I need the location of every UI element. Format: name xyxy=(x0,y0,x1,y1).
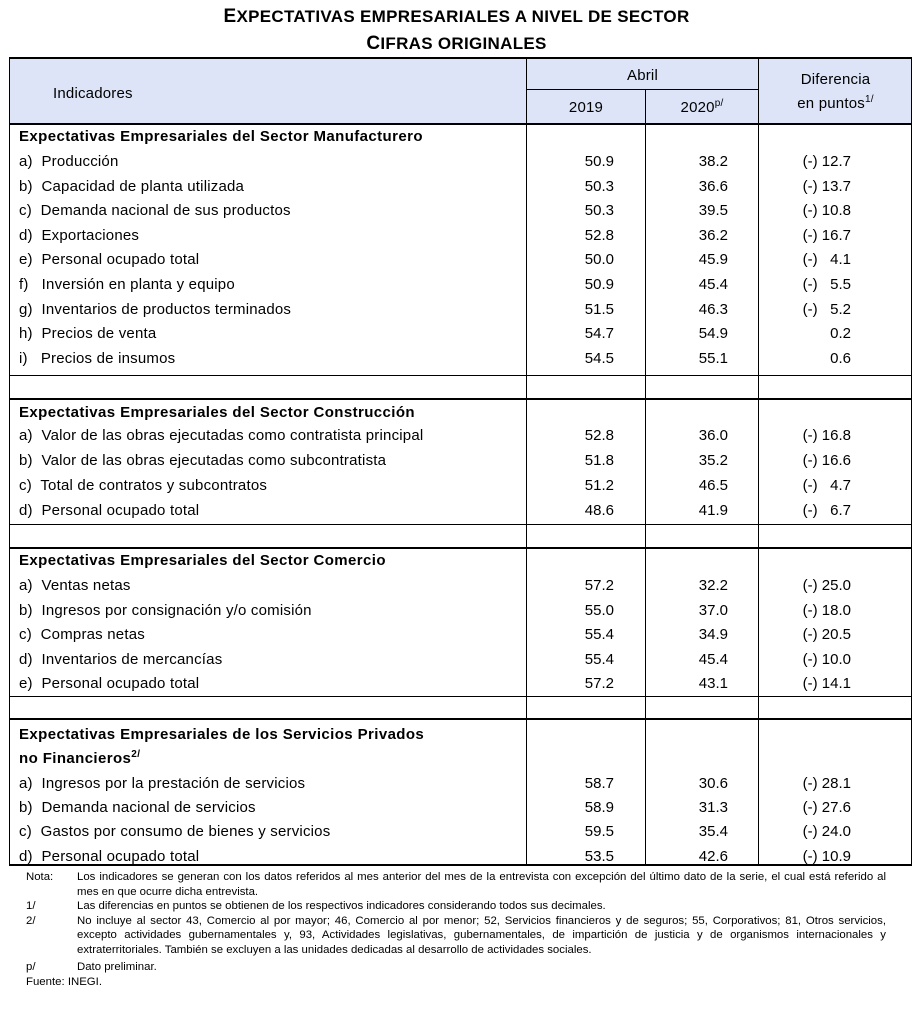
header-indicadores: Indicadores xyxy=(53,85,133,102)
row-value-2019: 57.2 xyxy=(584,577,614,594)
source-note: Fuente: INEGI. xyxy=(26,975,102,988)
footnote: 2/ No incluye al sector 43, Comercio al por mayor; 46, Comercio al por menor; 52, Servicios financieros y de seguros; 55, Corporativos; 81, Otros servicios, excepto actividades gubernamentales y, 93, Actividades legislativas, gubernamentales, de impartición de justicia y de organismos internacionales y extraterritoriales. También se excluyen a las unidades dedicadas al desarrollo de actividades sociales. xyxy=(26,914,886,956)
row-value-2019: 52.8 xyxy=(584,226,614,244)
row-value-2020: 36.2 xyxy=(698,226,728,244)
section-title: Expectativas Empresariales del Sector Comercio xyxy=(19,552,386,569)
row-value-2019: 50.0 xyxy=(584,251,614,269)
header-abril: Abril xyxy=(626,67,658,84)
row-label: i) Precios de insumos xyxy=(19,349,176,367)
row-value-2020: 43.1 xyxy=(698,675,728,693)
row-value-diff: (-) 4.1 xyxy=(802,251,851,269)
row-value-diff: (-) 12.7 xyxy=(802,153,851,170)
rule-top xyxy=(9,57,912,59)
row-label: c) Gastos por consumo de bienes y servicios xyxy=(19,823,331,841)
row-value-2019: 53.5 xyxy=(584,847,614,865)
rule-section-start xyxy=(9,718,912,720)
row-value-diff: (-) 10.8 xyxy=(802,202,851,220)
row-value-diff: (-) 6.7 xyxy=(802,502,851,519)
section-title: Expectativas Empresariales del Sector Construcción xyxy=(19,404,415,421)
row-value-2019: 51.2 xyxy=(584,477,614,494)
row-value-diff: (-) 20.5 xyxy=(802,626,851,644)
row-value-2020: 55.1 xyxy=(698,349,728,367)
row-value-diff: (-) 10.9 xyxy=(802,847,851,865)
row-value-2020: 54.9 xyxy=(698,325,728,343)
row-value-diff: (-) 16.8 xyxy=(802,427,851,444)
row-value-2020: 36.0 xyxy=(698,427,728,444)
section-title-cont: no Financieros$^{2/}$ xyxy=(19,749,141,767)
row-label: e) Personal ocupado total xyxy=(19,251,200,269)
row-value-2020: 30.6 xyxy=(698,775,728,792)
footnotes xyxy=(26,870,886,989)
row-value-2019: 51.5 xyxy=(584,300,614,318)
row-value-diff: (-) 5.5 xyxy=(802,276,851,293)
section-title: Expectativas Empresariales de los Servicios Privados xyxy=(19,726,425,743)
row-value-diff: (-) 24.0 xyxy=(802,823,851,841)
row-label: g) Inventarios de productos terminados xyxy=(19,300,292,318)
footnote: p/ Dato preliminar. xyxy=(26,961,157,973)
row-value-2019: 50.9 xyxy=(584,153,614,170)
rule-right xyxy=(911,57,912,866)
row-label: f) Inversión en planta y equipo xyxy=(19,276,235,293)
row-value-2020: 38.2 xyxy=(698,153,728,170)
row-value-2019: 50.3 xyxy=(584,177,614,195)
row-value-2019: 50.9 xyxy=(584,276,614,293)
row-value-diff: (-) 16.7 xyxy=(802,226,851,244)
row-value-2019: 52.8 xyxy=(584,427,614,444)
footnote: Nota: Los indicadores se generan con los datos referidos al mes anterior del mes de la entrevista con excepción del último dato de la serie, el cual está referido al mes en que ocurre dicha entrevista. xyxy=(26,871,886,898)
row-label: a) Ingresos por la prestación de servicios xyxy=(19,775,306,792)
row-value-diff: (-) 18.0 xyxy=(802,601,851,619)
row-label: b) Valor de las obras ejecutadas como subcontratista xyxy=(19,452,387,469)
row-value-diff: 0.2 xyxy=(830,325,851,343)
row-label: a) Valor de las obras ejecutadas como contratista principal xyxy=(19,427,424,444)
rule-section-end xyxy=(9,696,912,697)
row-label: c) Demanda nacional de sus productos xyxy=(19,202,291,220)
row-value-2019: 55.0 xyxy=(584,601,614,619)
row-value-diff: 0.6 xyxy=(830,349,851,367)
row-label: a) Producción xyxy=(19,153,119,170)
title-line-1: EXPECTATIVAS EMPRESARIALES A NIVEL DE SECTOR xyxy=(223,6,690,27)
row-value-diff: (-) 14.1 xyxy=(802,675,851,693)
row-value-2020: 35.4 xyxy=(698,823,728,841)
row-label: b) Demanda nacional de servicios xyxy=(19,799,256,817)
row-value-2020: 36.6 xyxy=(698,177,728,195)
row-value-2020: 45.4 xyxy=(698,276,728,293)
row-value-2019: 55.4 xyxy=(584,650,614,668)
row-label: c) Total de contratos y subcontratos xyxy=(19,477,268,494)
row-value-2020: 42.6 xyxy=(698,847,728,865)
indicators-table xyxy=(9,57,912,866)
header-en-puntos: en puntos$^{1/}$ xyxy=(797,94,874,112)
row-value-2019: 59.5 xyxy=(584,823,614,841)
header-2019: 2019 xyxy=(568,99,604,116)
rule-section-end xyxy=(9,375,912,376)
row-value-2020: 34.9 xyxy=(698,626,728,644)
row-label: d) Inventarios de mercancías xyxy=(19,650,223,668)
row-value-diff: (-) 16.6 xyxy=(802,452,851,469)
rule-header-bottom xyxy=(9,123,912,125)
row-value-2019: 51.8 xyxy=(584,452,614,469)
row-value-2020: 46.3 xyxy=(698,300,728,318)
row-value-2020: 32.2 xyxy=(698,577,728,594)
row-label: h) Precios de venta xyxy=(19,325,157,343)
section-title: Expectativas Empresariales del Sector Manufacturero xyxy=(19,128,423,145)
row-value-diff: (-) 25.0 xyxy=(802,577,851,594)
row-value-2020: 41.9 xyxy=(698,502,728,519)
row-label: d) Personal ocupado total xyxy=(19,502,200,519)
rule-section-start xyxy=(9,547,912,549)
row-value-diff: (-) 10.0 xyxy=(802,650,851,668)
table-header-band xyxy=(9,57,912,124)
row-label: b) Ingresos por consignación y/o comisión xyxy=(19,601,312,619)
row-value-2019: 58.9 xyxy=(584,799,614,817)
row-value-2019: 57.2 xyxy=(584,675,614,693)
row-value-diff: (-) 27.6 xyxy=(802,799,851,817)
row-value-2019: 50.3 xyxy=(584,202,614,220)
row-label: c) Compras netas xyxy=(19,626,145,644)
row-value-2020: 45.9 xyxy=(698,251,728,269)
row-value-2019: 54.7 xyxy=(584,325,614,343)
rule-section-end xyxy=(9,524,912,525)
row-value-diff: (-) 5.2 xyxy=(802,300,851,318)
row-value-2020: 45.4 xyxy=(698,650,728,668)
row-value-2020: 35.2 xyxy=(698,452,728,469)
row-value-2019: 55.4 xyxy=(584,626,614,644)
header-2020: $2020^{p/}$ xyxy=(680,98,724,116)
header-diferencia: Diferencia xyxy=(800,71,871,88)
rule-section-start xyxy=(9,398,912,400)
row-value-diff: (-) 13.7 xyxy=(802,177,851,195)
row-value-2019: 54.5 xyxy=(584,349,614,367)
row-label: d) Exportaciones xyxy=(19,226,140,244)
row-value-2020: 46.5 xyxy=(698,477,728,494)
row-value-2019: 48.6 xyxy=(584,502,614,519)
rule-left xyxy=(9,57,10,866)
row-value-2020: 31.3 xyxy=(698,799,728,817)
title-line-2: CIFRAS ORIGINALES xyxy=(366,33,547,54)
row-label: e) Personal ocupado total xyxy=(19,675,200,693)
row-value-diff: (-) 28.1 xyxy=(802,775,851,792)
row-label: b) Capacidad de planta utilizada xyxy=(19,177,245,195)
row-label: a) Ventas netas xyxy=(19,577,131,594)
row-value-diff: (-) 4.7 xyxy=(802,477,851,494)
rule-abril-under xyxy=(526,89,759,90)
row-value-2019: 58.7 xyxy=(584,775,614,792)
footnote: 1/ Las diferencias en puntos se obtienen de los respectivos indicadores considerando todos sus decimales. xyxy=(26,900,606,912)
row-value-2020: 39.5 xyxy=(698,202,728,220)
row-label: d) Personal ocupado total xyxy=(19,847,200,865)
row-value-2020: 37.0 xyxy=(698,601,728,619)
